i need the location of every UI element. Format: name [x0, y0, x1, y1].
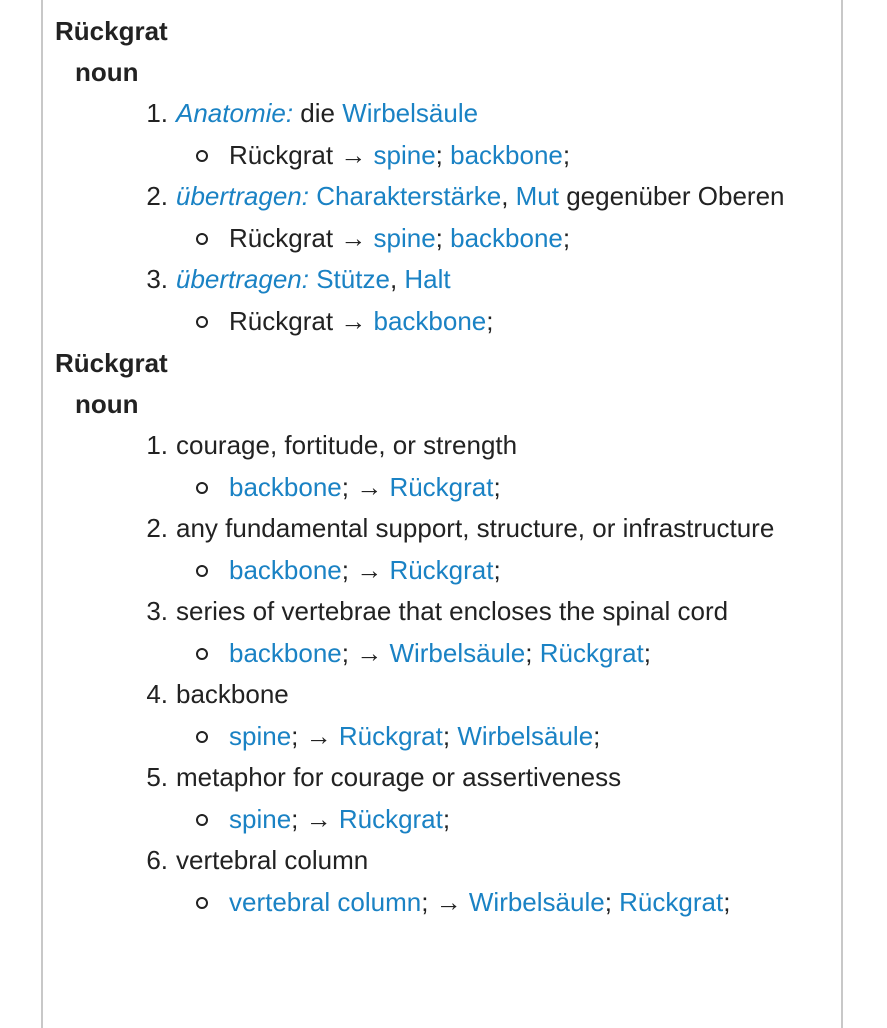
dictionary-link[interactable]: backbone [450, 139, 563, 170]
plain-text: gegenüber Oberen [558, 181, 785, 211]
dictionary-link[interactable]: spine [229, 720, 292, 751]
translation-item [229, 218, 855, 260]
dictionary-link[interactable]: backbone [229, 554, 342, 585]
circle-bullet-icon [196, 731, 208, 743]
dictionary-link[interactable]: backbone [373, 305, 487, 336]
plain-text: ; [525, 637, 540, 668]
plain-text: ; → [341, 554, 390, 585]
plain-text: ; [435, 222, 451, 253]
translation-item [229, 135, 855, 177]
circle-bullet-icon [196, 316, 208, 328]
sense-item [146, 840, 855, 882]
sense-number: 3. [146, 596, 168, 626]
sense-number: 3. [146, 264, 168, 294]
translation-item [229, 467, 855, 509]
part-of-speech: noun [75, 389, 139, 419]
sense-definition [176, 93, 796, 135]
sense-number: 4. [146, 679, 168, 709]
sense-number: 6. [146, 845, 168, 875]
dictionary-link[interactable]: backbone [229, 471, 342, 502]
translation-item [229, 633, 855, 675]
plain-text: Rückgrat → [229, 139, 374, 170]
headword: Rückgrat [55, 16, 168, 46]
plain-text: Rückgrat → [229, 305, 374, 336]
sense-item [146, 425, 855, 467]
translation-item [229, 882, 855, 924]
circle-bullet-icon [196, 150, 208, 162]
plain-text: Rückgrat → [229, 222, 374, 253]
plain-text: vertebral column [176, 845, 369, 875]
headword: Rückgrat [55, 348, 168, 378]
plain-text: metaphor for courage or assertiveness [176, 762, 622, 792]
sense-number: 2. [146, 181, 168, 211]
plain-text: courage, fortitude, or strength [176, 430, 518, 460]
dictionary-link[interactable]: Wirbelsäule [457, 720, 594, 751]
plain-text: ; [643, 637, 651, 668]
plain-text: , [389, 264, 405, 294]
dictionary-link[interactable]: spine [373, 139, 436, 170]
sense-definition [176, 840, 796, 882]
dictionary-link[interactable]: Wirbelsäule [468, 886, 605, 917]
sense-number: 1. [146, 430, 168, 460]
plain-text: ; [723, 886, 731, 917]
dictionary-link[interactable]: Mut [515, 181, 559, 211]
plain-text: ; [562, 222, 571, 253]
circle-bullet-icon [196, 565, 208, 577]
sense-item [146, 757, 855, 799]
dictionary-link[interactable]: Rückgrat [338, 720, 443, 751]
dictionary-link[interactable]: backbone [229, 637, 342, 668]
plain-text: , [501, 181, 516, 211]
dictionary-link[interactable]: Stütze [316, 264, 390, 294]
sense-definition [176, 508, 796, 550]
plain-text: ; → [341, 471, 390, 502]
plain-text: ; → [341, 637, 390, 668]
sense-item [146, 674, 855, 716]
circle-bullet-icon [196, 482, 208, 494]
sense-number: 1. [146, 98, 168, 128]
translation-item [229, 716, 855, 758]
plain-text: ; → [291, 803, 339, 834]
circle-bullet-icon [196, 897, 208, 909]
sense-definition [176, 591, 796, 633]
dictionary-link[interactable]: Halt [404, 264, 451, 294]
circle-bullet-icon [196, 648, 208, 660]
sense-definition [176, 425, 796, 467]
usage-label: Anatomie: [176, 98, 294, 128]
plain-text: ; [562, 139, 571, 170]
plain-text: series of vertebrae that encloses the spinal cord [176, 596, 729, 626]
sense-definition [176, 674, 796, 716]
dictionary-link[interactable]: Rückgrat [539, 637, 644, 668]
translation-item [229, 550, 855, 592]
sense-item [146, 591, 855, 633]
translation-item [229, 301, 855, 343]
plain-text: ; [486, 305, 494, 336]
circle-bullet-icon [196, 814, 208, 826]
plain-text: die [293, 98, 343, 128]
plain-text: ; [604, 886, 620, 917]
usage-label: übertragen: [176, 181, 309, 211]
dictionary-link[interactable]: Rückgrat [389, 471, 494, 502]
plain-text: ; [442, 803, 451, 834]
translation-item [229, 799, 855, 841]
sense-number: 5. [146, 762, 168, 792]
dictionary-link[interactable]: Wirbelsäule [342, 98, 479, 128]
dictionary-link[interactable]: Rückgrat [338, 803, 443, 834]
sense-definition [176, 259, 796, 301]
dictionary-link[interactable]: Rückgrat [389, 554, 494, 585]
dictionary-link[interactable]: Wirbelsäule [389, 637, 526, 668]
plain-text: ; [493, 471, 501, 502]
sense-item [146, 508, 855, 550]
plain-text: backbone [176, 679, 289, 709]
sense-definition [176, 176, 796, 218]
circle-bullet-icon [196, 233, 208, 245]
dictionary-content [55, 10, 855, 923]
dictionary-link[interactable]: Charakterstärke [316, 181, 502, 211]
plain-text: ; [442, 720, 458, 751]
dictionary-link[interactable]: spine [229, 803, 292, 834]
usage-label: übertragen: [176, 264, 309, 294]
dictionary-link[interactable]: Rückgrat [619, 886, 724, 917]
sense-number: 2. [146, 513, 168, 543]
sense-item [146, 93, 855, 135]
sense-definition [176, 757, 796, 799]
dictionary-link[interactable]: vertebral column [229, 886, 422, 917]
part-of-speech: noun [75, 57, 139, 87]
plain-text: ; [593, 720, 601, 751]
plain-text: ; [493, 554, 501, 585]
plain-text: ; → [291, 720, 339, 751]
plain-text: ; → [421, 886, 469, 917]
dictionary-link[interactable]: spine [373, 222, 436, 253]
sense-item [146, 176, 855, 218]
sense-item [146, 259, 855, 301]
dictionary-link[interactable]: backbone [450, 222, 563, 253]
plain-text: ; [435, 139, 451, 170]
plain-text: any fundamental support, structure, or infrastructure [176, 513, 775, 543]
